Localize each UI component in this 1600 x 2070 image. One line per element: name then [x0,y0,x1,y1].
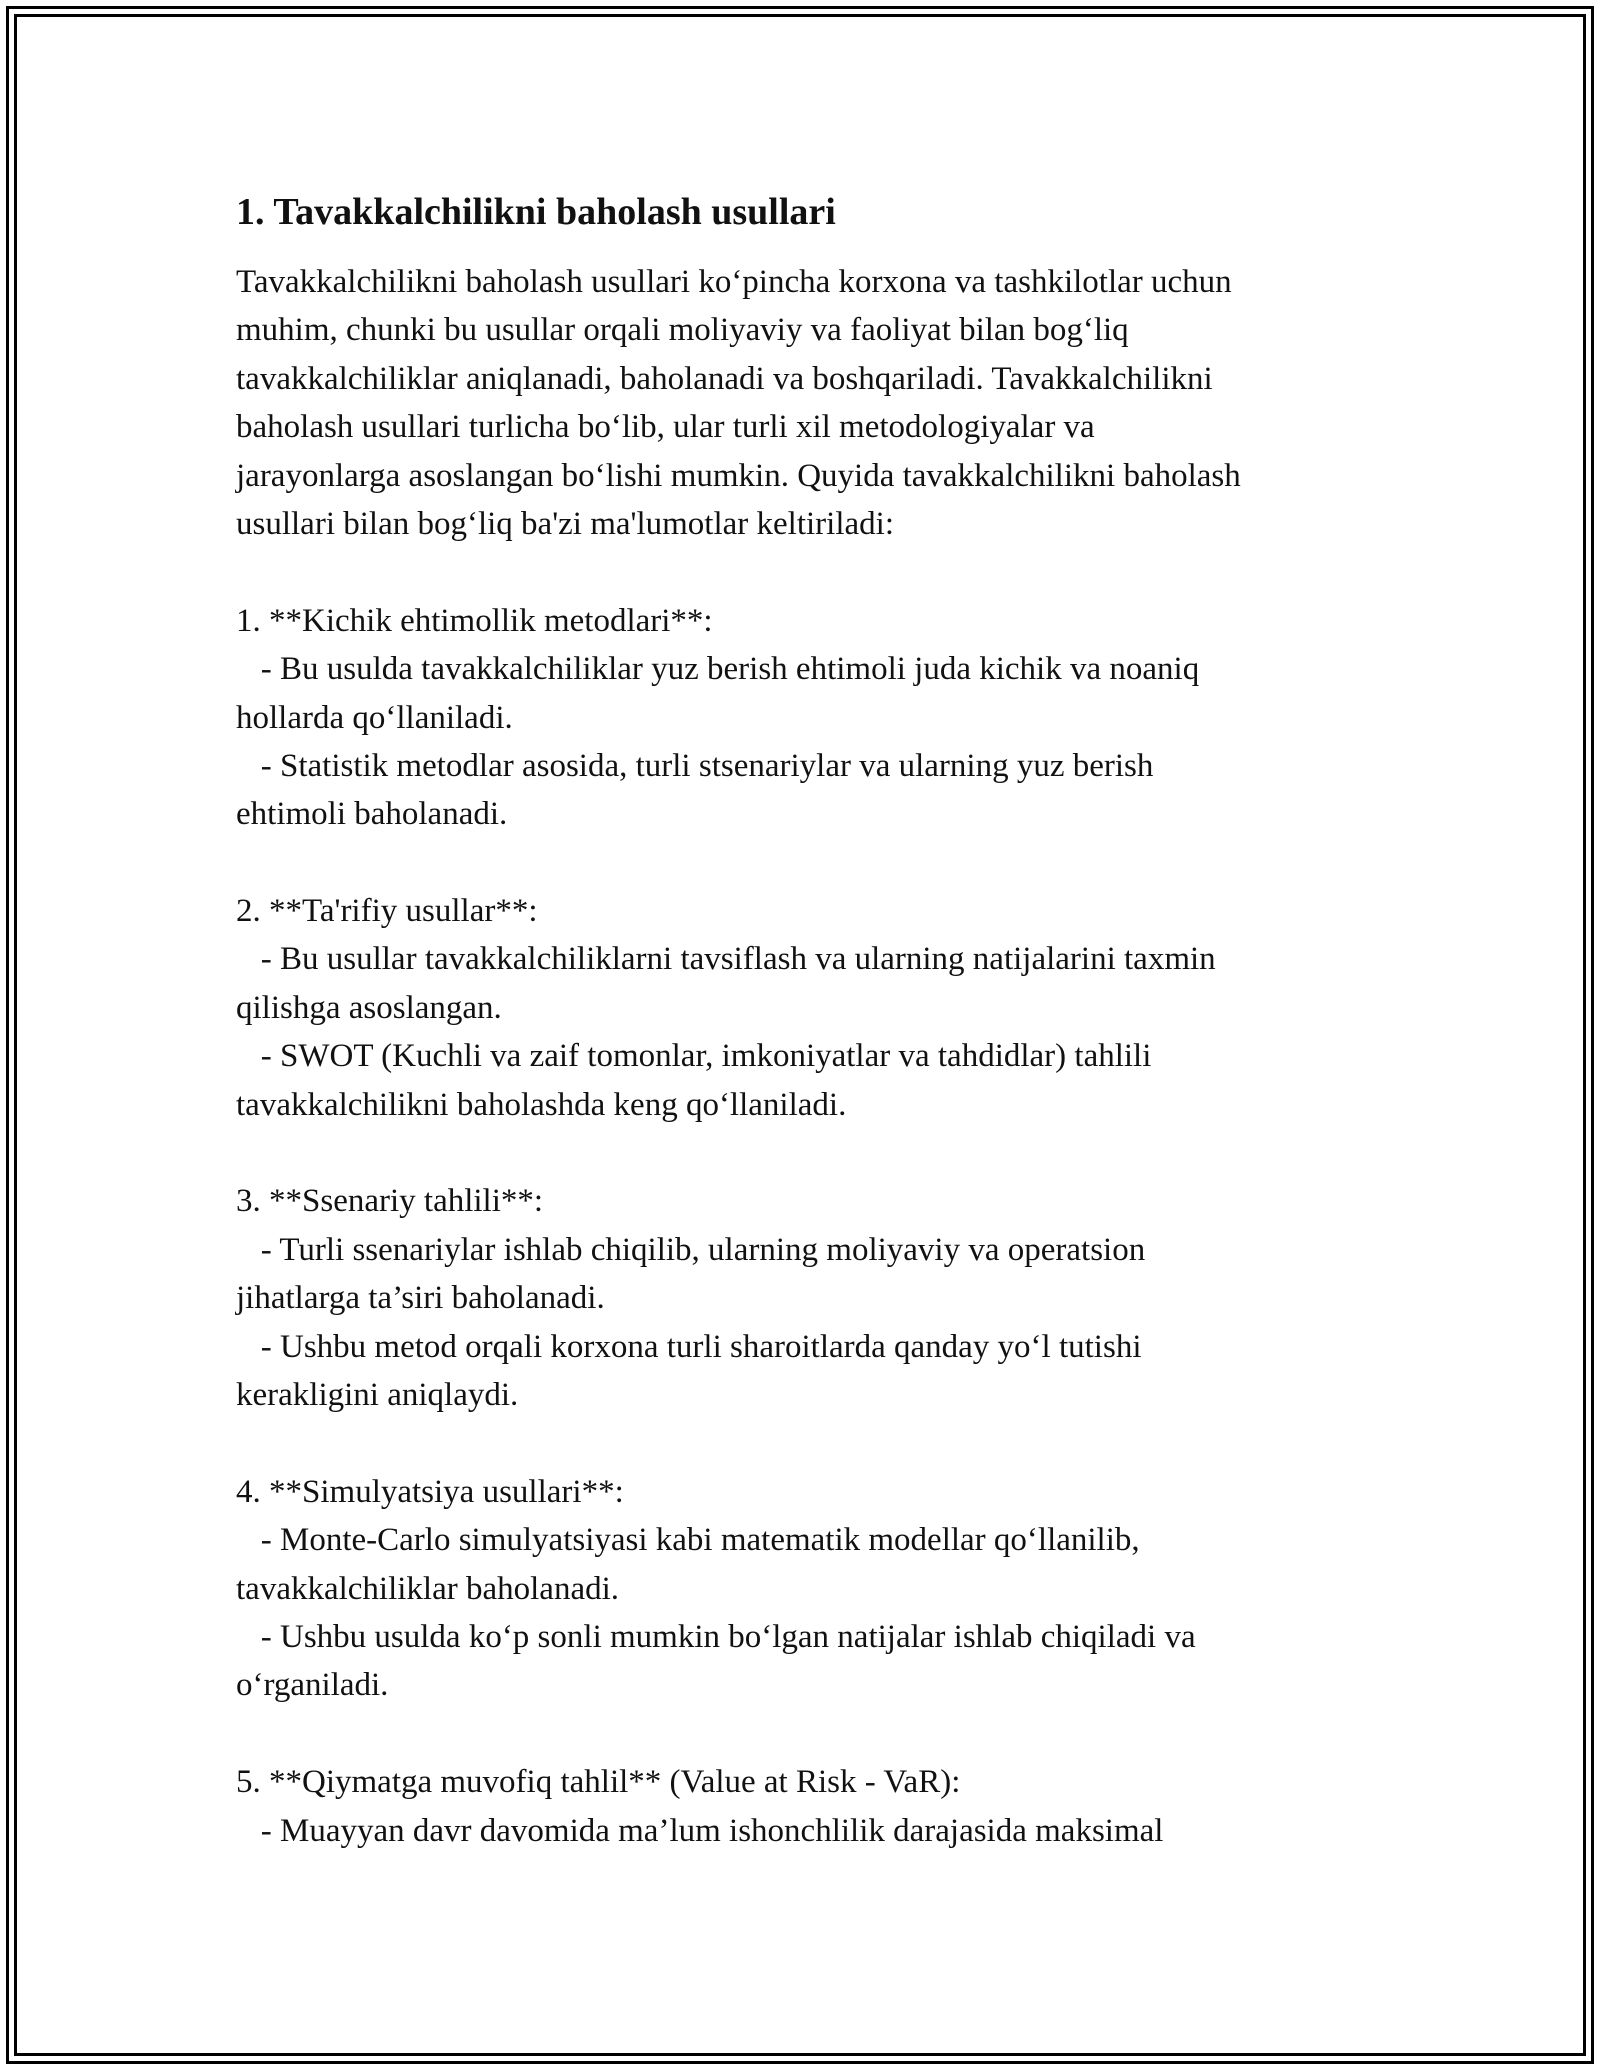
text-line: 4. **Simulyatsiya usullari**: [236,1473,624,1510]
text-line: - Statistik metodlar asosida, turli stsenariylar va ularning yuz berish [236,747,1154,784]
text-line: 1. **Kichik ehtimollik metodlari**: [236,602,713,639]
text-line: 3. **Ssenariy tahlili**: [236,1183,544,1220]
text-line: - Monte-Carlo simulyatsiyasi kabi matematik modellar qo‘llanilib, [236,1522,1140,1559]
text-line: - Bu usullar tavakkalchiliklarni tavsiflash va ularning natijalarini taxmin [236,941,1216,978]
text-line: qilishga asoslangan. [236,989,502,1026]
text-line: - Bu usulda tavakkalchiliklar yuz berish ehtimoli juda kichik va noaniq [236,651,1200,688]
text-line: o‘rganiladi. [236,1667,389,1704]
text-line: tavakkalchilikni baholashda keng qo‘llaniladi. [236,1086,847,1123]
text-line: 5. **Qiymatga muvofiq tahlil** (Value at Risk - VaR): [236,1764,961,1801]
blank-line [236,1710,1366,1758]
text-line: - Turli ssenariylar ishlab chiqilib, ularning moliyaviy va operatsion [236,1231,1146,1268]
text-line: muhim, chunki bu usullar orqali moliyaviy va faoliyat bilan bog‘liq [236,312,1129,349]
text-line: - Ushbu metod orqali korxona turli sharoitlarda qanday yo‘l tutishi [236,1328,1142,1365]
text-line: usullari bilan bog‘liq ba'zi ma'lumotlar keltiriladi: [236,505,894,542]
page-title: 1. Tavakkalchilikni baholash usullari [236,191,836,233]
text-line: - SWOT (Kuchli va zaif tomonlar, imkoniyatlar va tahdidlar) tahlili [236,1038,1152,1075]
text-line: - Ushbu usulda ko‘p sonli mumkin bo‘lgan natijalar ishlab chiqiladi va [236,1618,1196,1655]
blank-line [236,1129,1366,1177]
blank-line [236,839,1366,887]
text-line: 2. **Ta'rifiy usullar**: [236,893,538,930]
text-line: baholash usullari turlicha bo‘lib, ular turli xil metodologiyalar va [236,409,1095,446]
text-line: - Muayyan davr davomida ma’lum ishonchlilik darajasida maksimal [236,1812,1164,1849]
blank-line [236,548,1366,596]
text-line: jarayonlarga asoslangan bo‘lishi mumkin. Quyida tavakkalchilikni baholash [236,457,1241,494]
text-line: ehtimoli baholanadi. [236,796,508,833]
text-line: tavakkalchiliklar aniqlanadi, baholanadi va boshqariladi. Tavakkalchilikni [236,360,1213,397]
blank-line [236,1419,1366,1467]
text-line: Tavakkalchilikni baholash usullari ko‘pincha korxona va tashkilotlar uchun [236,264,1232,300]
text-line: tavakkalchiliklar baholanadi. [236,1570,620,1607]
document-text [236,258,1366,1855]
document-body [236,186,1366,1855]
text-line: hollarda qo‘llaniladi. [236,699,513,736]
text-line: jihatlarga ta’siri baholanadi. [236,1280,605,1317]
text-line: kerakligini aniqlaydi. [236,1376,519,1413]
